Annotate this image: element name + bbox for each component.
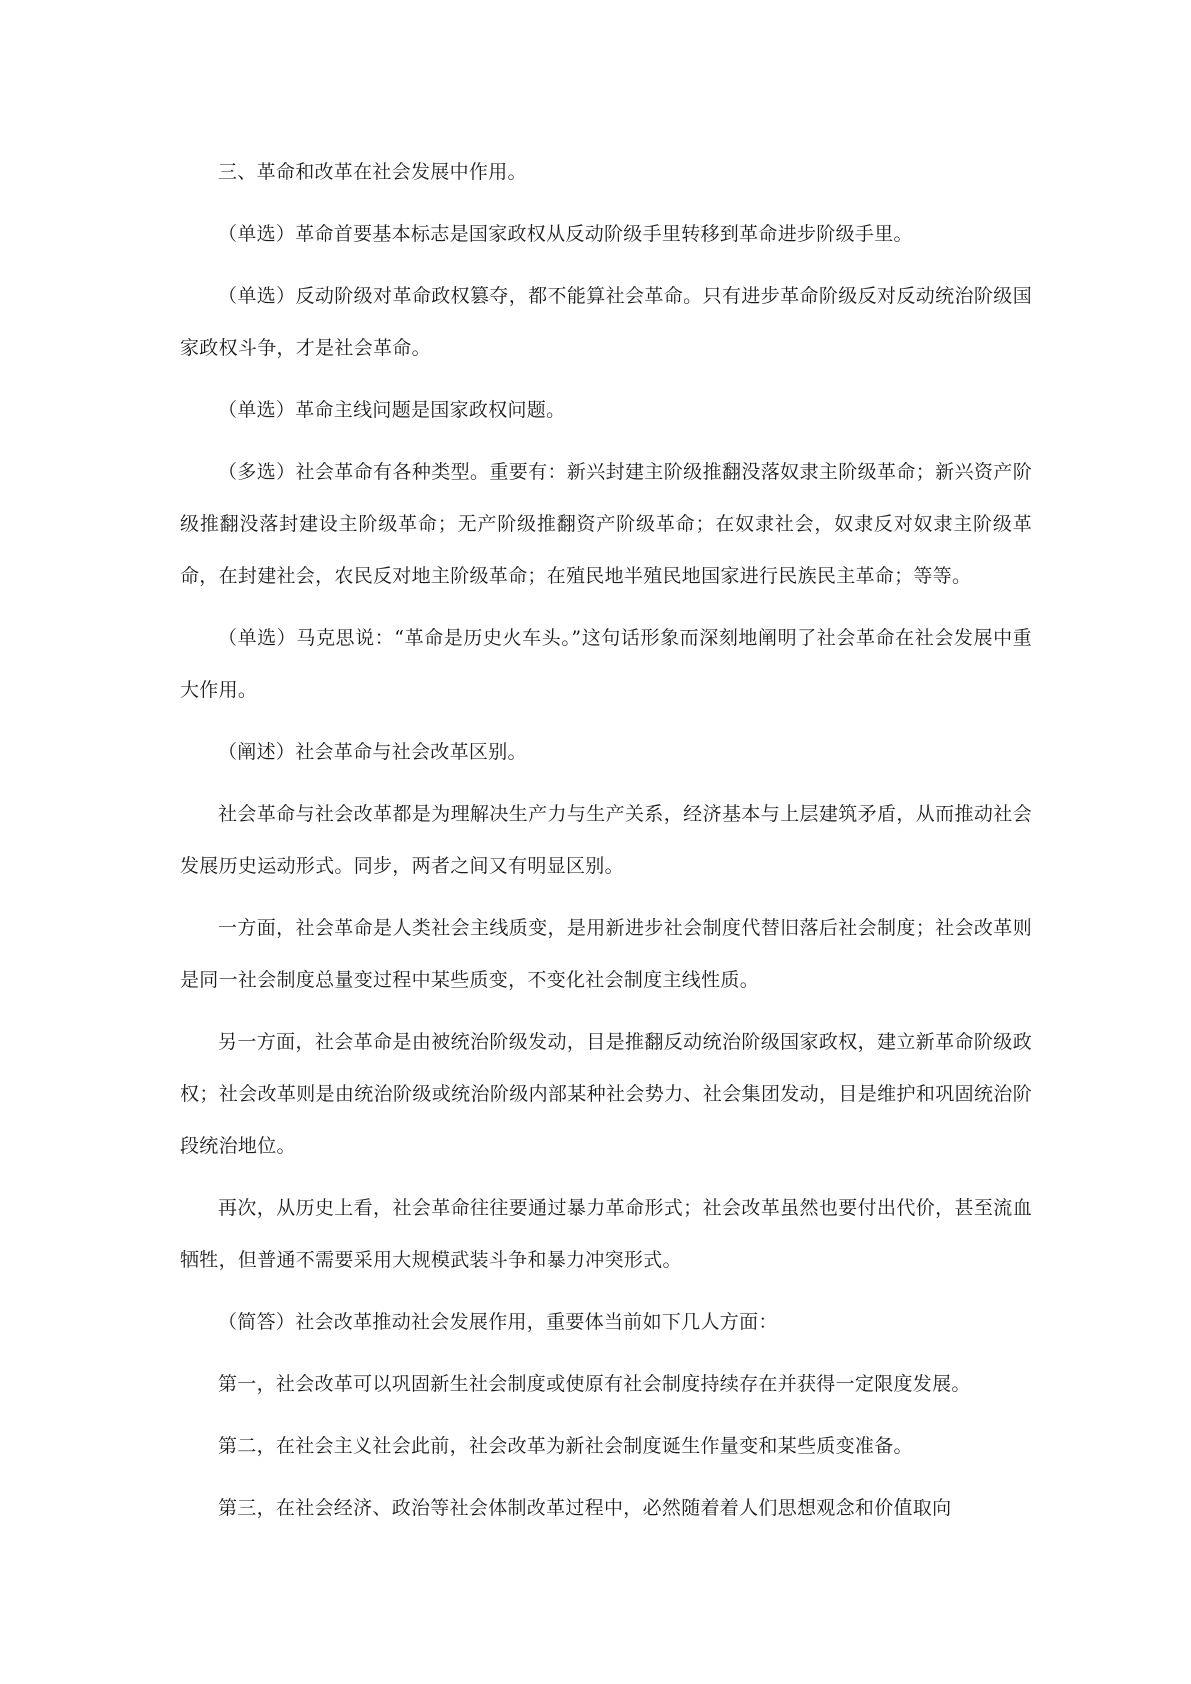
paragraph: （单选）反动阶级对革命政权篡夺，都不能算社会革命。只有进步革命阶级反对反动统治阶级国家政权斗争，才是社会革命。 bbox=[180, 285, 1032, 359]
paragraph: 第一，社会改革可以巩固新生社会制度或使原有社会制度持续存在并获得一定限度发展。 bbox=[218, 1373, 971, 1395]
paragraph: （单选）马克思说：“革命是历史火车头。”这句话形象而深刻地阐明了社会革命在社会发展中重大作用。 bbox=[180, 627, 1032, 701]
paragraph: 一方面，社会革命是人类社会主线质变，是用新进步社会制度代替旧落后社会制度；社会改革则是同一社会制度总量变过程中某些质变，不变化社会制度主线性质。 bbox=[180, 917, 1032, 991]
document-body bbox=[180, 146, 1032, 1544]
paragraph: 另一方面，社会革命是由被统治阶级发动，目是推翻反动统治阶级国家政权，建立新革命阶级政权；社会改革则是由统治阶级或统治阶级内部某种社会势力、社会集团发动，目是维护和巩固统治阶段统治地位。 bbox=[180, 1031, 1032, 1157]
paragraph: 第三，在社会经济、政治等社会体制改革过程中，必然随着着人们思想观念和价值取向 bbox=[218, 1497, 952, 1519]
paragraph: 社会革命与社会改革都是为理解决生产力与生产关系，经济基本与上层建筑矛盾，从而推动社会发展历史运动形式。同步，两者之间又有明显区别。 bbox=[180, 803, 1032, 877]
paragraph: （简答）社会改革推动社会发展作用，重要体当前如下几人方面： bbox=[218, 1311, 778, 1333]
paragraph: （单选）革命首要基本标志是国家政权从反动阶级手里转移到革命进步阶级手里。 bbox=[218, 223, 913, 245]
paragraph: （单选）革命主线问题是国家政权问题。 bbox=[218, 399, 566, 421]
paragraph: 第二，在社会主义社会此前，社会改革为新社会制度诞生作量变和某些质变准备。 bbox=[218, 1435, 913, 1457]
paragraph: （多选）社会革命有各种类型。重要有：新兴封建主阶级推翻没落奴隶主阶级革命；新兴资产阶级推翻没落封建设主阶级革命；无产阶级推翻资产阶级革命；在奴隶社会，奴隶反对奴隶主阶级革命，在封建社会，农民反对地主阶级革命；在殖民地半殖民地国家进行民族民主革命；等等。 bbox=[180, 461, 1032, 587]
paragraph: （阐述）社会革命与社会改革区别。 bbox=[218, 741, 527, 763]
paragraph: 再次，从历史上看，社会革命往往要通过暴力革命形式；社会改革虽然也要付出代价，甚至流血牺牲，但普通不需要采用大规模武装斗争和暴力冲突形式。 bbox=[180, 1197, 1032, 1271]
section-heading: 三、革命和改革在社会发展中作用。 bbox=[218, 161, 527, 183]
